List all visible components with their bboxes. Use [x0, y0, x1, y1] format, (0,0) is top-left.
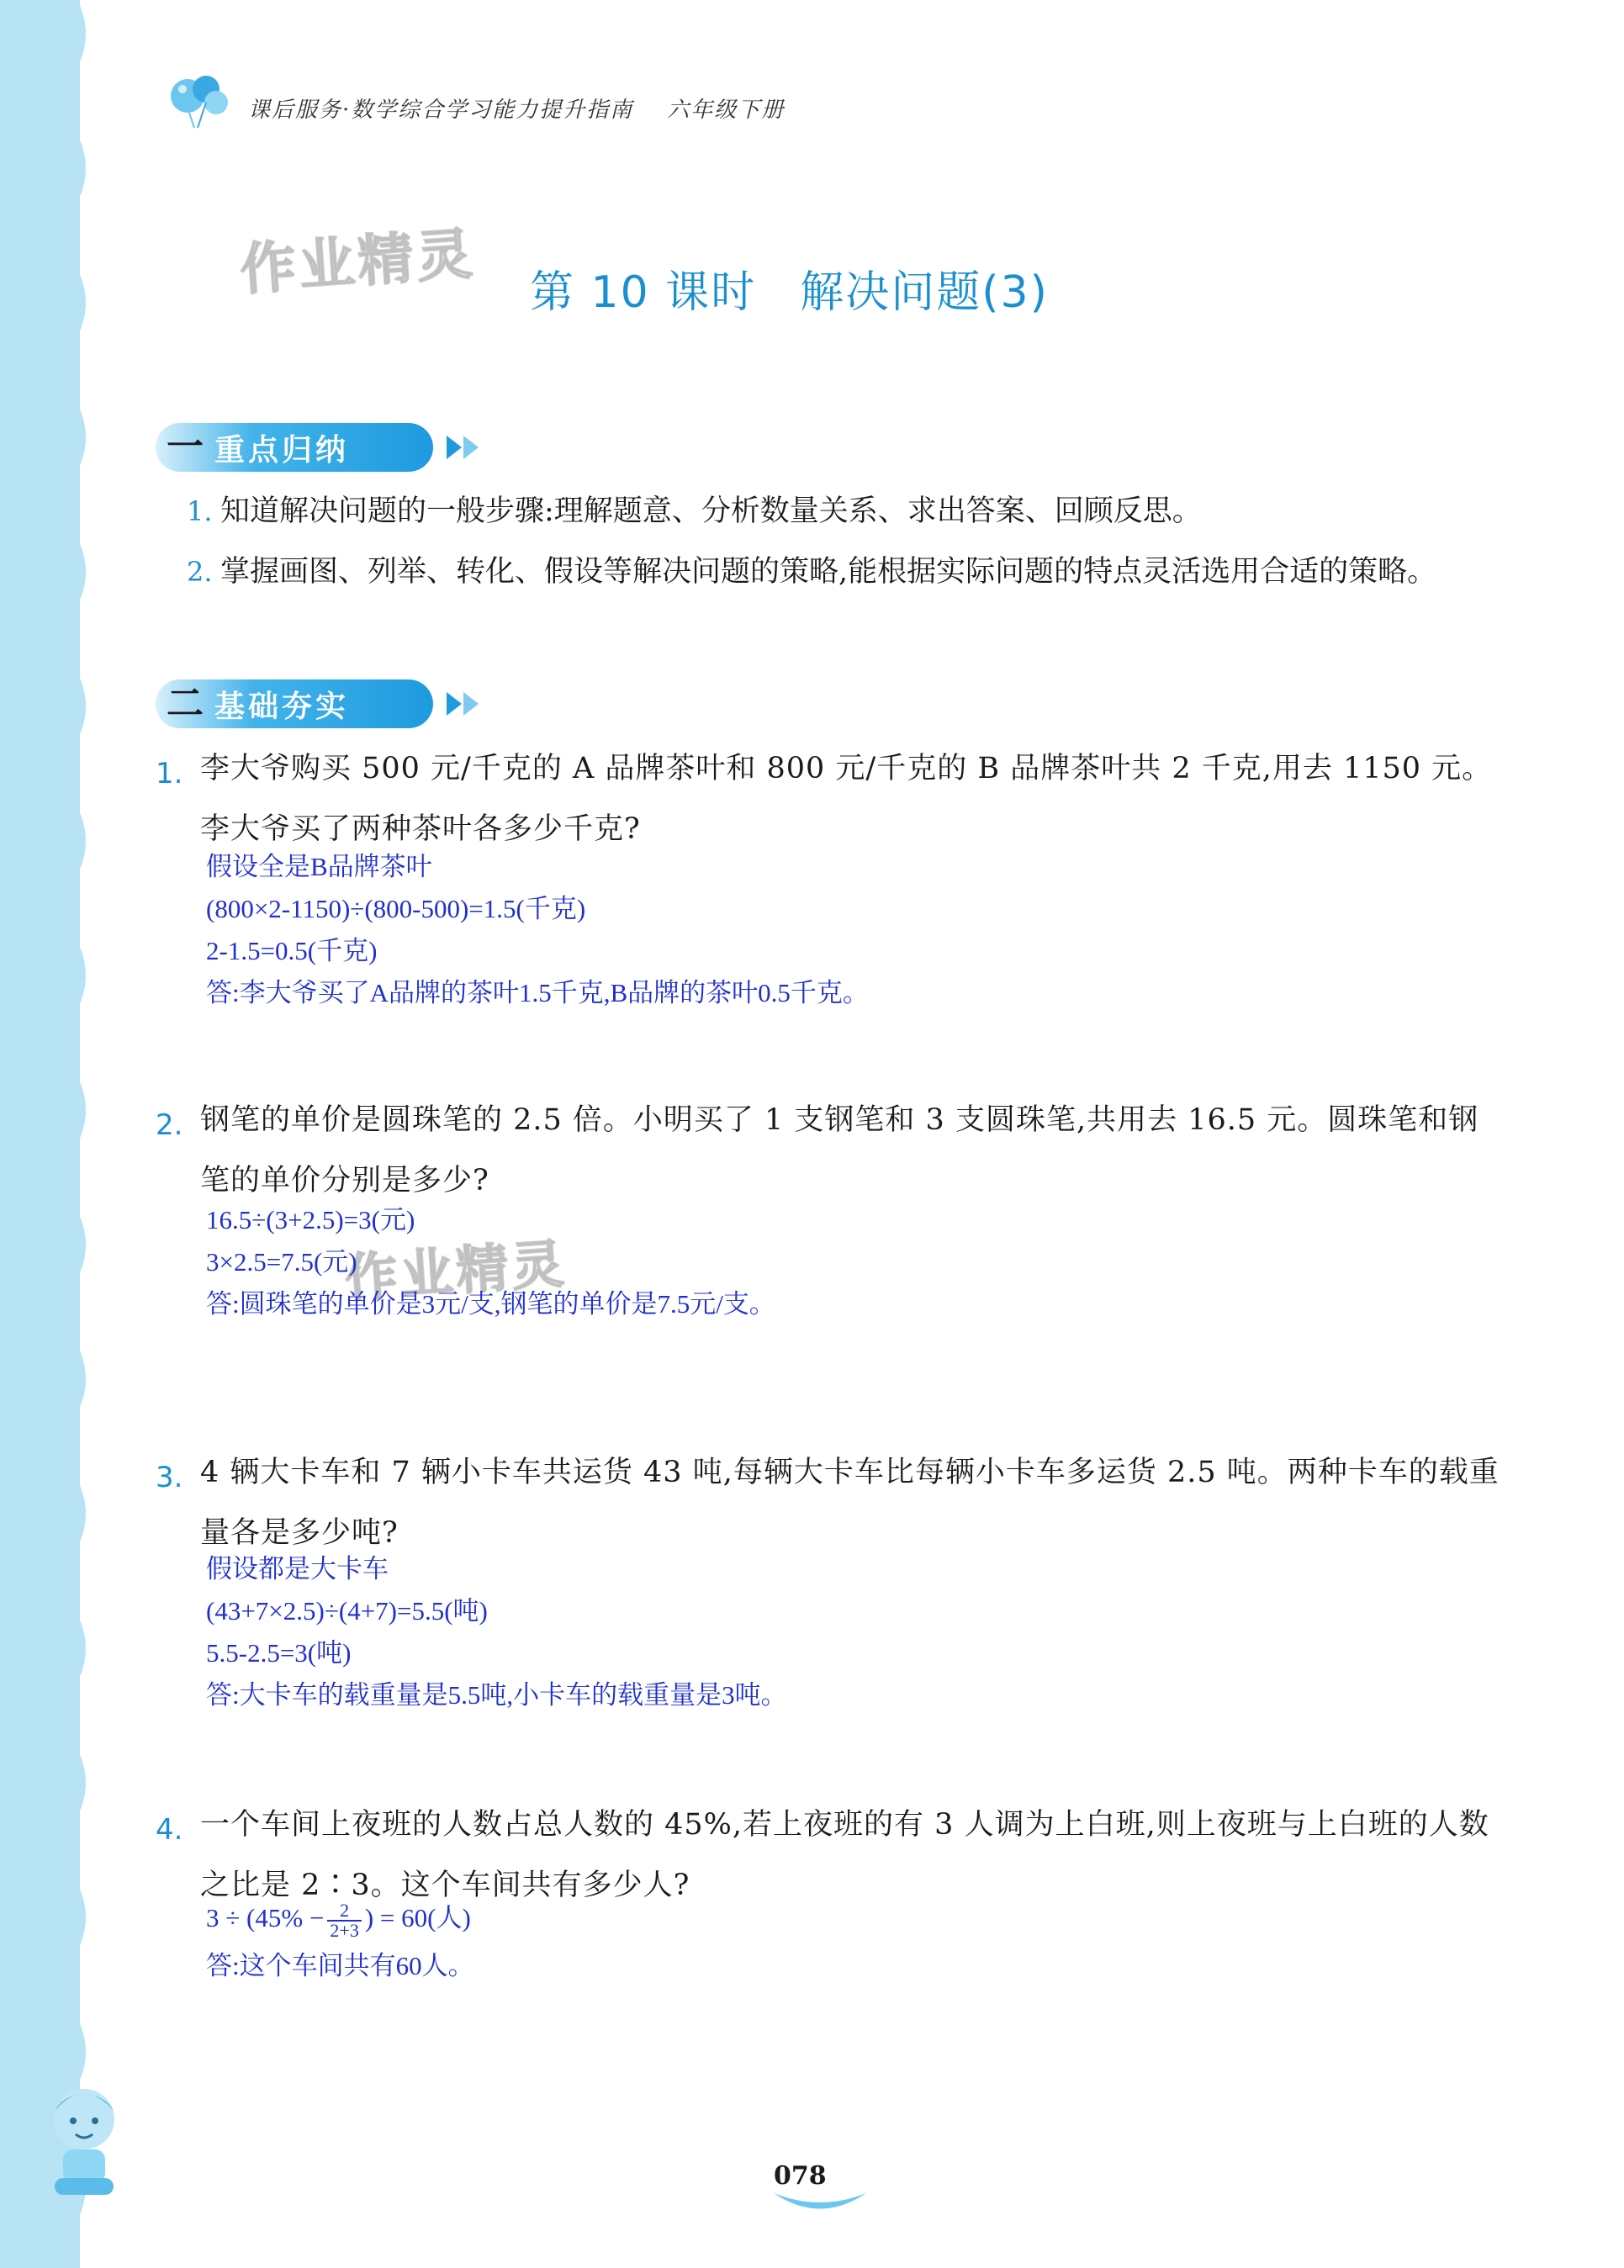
answer-line: 答:大卡车的载重量是5.5吨,小卡车的载重量是3吨。: [206, 1680, 787, 1710]
answer-line: 答:这个车间共有60人。: [206, 1951, 474, 1980]
lesson-title: [530, 256, 1049, 320]
answer-line: 答:圆珠笔的单价是3元/支,钢笔的单价是7.5元/支。: [206, 1289, 775, 1319]
question-number: 2.: [156, 1108, 183, 1142]
page-number-swoosh: [770, 2186, 870, 2220]
lesson-topic: 解决问题(3): [800, 267, 1049, 318]
double-arrow-icon: [443, 431, 485, 464]
question-3-text: 4 辆大卡车和 7 辆小卡车共运货 43 吨,每辆大卡车比每辆小卡车多运货 2.5 吨。两种卡车的载重量各是多少吨?: [200, 1456, 1500, 1550]
grade-label: 六年级下册: [667, 98, 786, 123]
section-banner-basics: [156, 679, 485, 729]
answer-formula: [206, 1896, 471, 1940]
section-label: 基础夯实: [214, 689, 350, 724]
section-number: 一: [167, 426, 204, 468]
banner-pill: [156, 423, 433, 472]
watermark-top: 作业精灵: [238, 221, 478, 303]
answer-line: 答:李大爷买了A品牌的茶叶1.5千克,B品牌的茶叶0.5千克。: [206, 978, 869, 1007]
answer-line: 3×2.5=7.5(元): [206, 1247, 357, 1277]
series-title: 课后服务·数学综合学习能力提升指南: [248, 98, 634, 123]
key-point-number: 2.: [187, 556, 213, 588]
section-banner-key-points: [156, 422, 485, 473]
formula-suffix: ) = 60(人): [364, 1903, 471, 1932]
answer-line: (43+7×2.5)÷(4+7)=5.5(吨): [206, 1596, 488, 1626]
book-series-header: [248, 93, 785, 124]
key-point-2: [187, 542, 1499, 602]
answer-line: 5.5-2.5=3(吨): [206, 1638, 352, 1668]
question-number: 3.: [156, 1461, 183, 1494]
key-point-1: [187, 481, 1499, 542]
section-number: 二: [167, 682, 204, 725]
page-number: 078: [774, 2161, 827, 2191]
question-1-text: 李大爷购买 500 元/千克的 A 品牌茶叶和 800 元/千克的 B 品牌茶叶共 2 千克,用去 1150 元。李大爷买了两种茶叶各多少千克?: [200, 752, 1493, 846]
banner-pill: [156, 679, 433, 728]
question-4-text: 一个车间上夜班的人数占总人数的 45%,若上夜班的有 3 人调为上白班,则上夜班与上白班的人数之比是 2∶3。这个车间共有多少人?: [200, 1808, 1489, 1902]
watermark-middle: 作业精灵: [343, 1232, 569, 1310]
question-number: 1.: [156, 757, 183, 790]
answer-line: 2-1.5=0.5(千克): [206, 936, 378, 965]
double-arrow-icon: [443, 687, 485, 721]
question-number: 4.: [156, 1813, 183, 1847]
balloon-logo-icon: [164, 69, 240, 136]
answer-line: 16.5÷(3+2.5)=3(元): [206, 1205, 415, 1234]
section-label: 重点归纳: [214, 432, 350, 468]
answer-line: 假设都是大卡车: [206, 1554, 389, 1583]
boy-mascot-icon: [29, 2077, 139, 2203]
sidebar-wave-edge: [61, 0, 94, 2268]
fraction-denominator: 2+3: [330, 1919, 359, 1941]
fraction-numerator: 2: [327, 1901, 361, 1922]
key-point-text: 知道解决问题的一般步骤:理解题意、分析数量关系、求出答案、回顾反思。: [220, 494, 1202, 528]
fraction: [327, 1901, 361, 1940]
lesson-number: 第 10 课时: [530, 267, 757, 318]
answer-line: (800×2-1150)÷(800-500)=1.5(千克): [206, 894, 586, 923]
formula-prefix: 3 ÷ (45% −: [206, 1903, 325, 1932]
question-2-text: 钢笔的单价是圆珠笔的 2.5 倍。小明买了 1 支钢笔和 3 支圆珠笔,共用去 16.5 元。圆珠笔和钢笔的单价分别是多少?: [200, 1103, 1479, 1197]
answer-line: 假设全是B品牌茶叶: [206, 852, 432, 881]
key-point-text: 掌握画图、列举、转化、假设等解决问题的策略,能根据实际问题的特点灵活选用合适的策略。: [220, 555, 1437, 589]
key-point-number: 1.: [187, 495, 213, 527]
